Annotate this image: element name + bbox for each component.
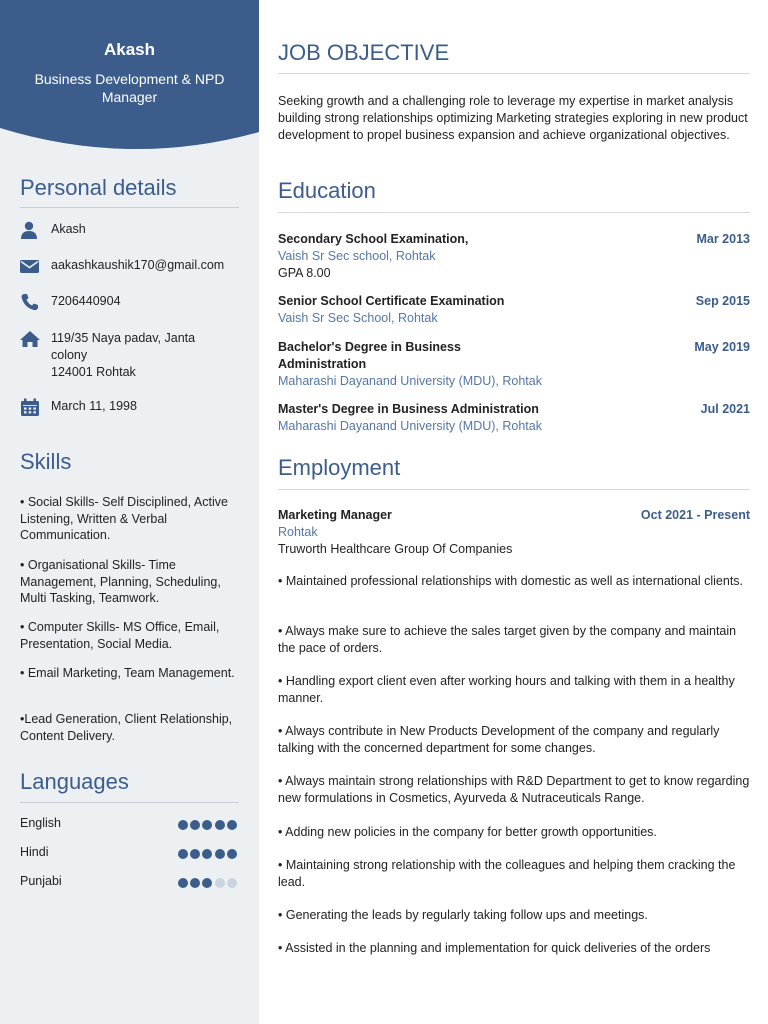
language-row <box>20 874 240 890</box>
envelope-icon <box>20 257 40 275</box>
education-entry <box>278 339 750 390</box>
objective-divider <box>278 73 750 74</box>
education-entry <box>278 293 750 327</box>
education-title: Master's Degree in Business Administration <box>278 402 539 416</box>
level-dot-filled <box>190 849 200 859</box>
education-title: Secondary School Examination, <box>278 232 469 246</box>
skill-item: •Lead Generation, Client Relationship, Content Delivery. <box>20 712 233 743</box>
level-dot-filled <box>202 849 212 859</box>
job-bullet: • Maintained professional relationships with domestic as well as international clients. <box>278 574 744 588</box>
level-dot-filled <box>227 849 237 859</box>
home-icon <box>20 330 40 348</box>
education-date: Mar 2013 <box>696 232 750 246</box>
level-dot-empty <box>215 878 225 888</box>
employment-entry <box>278 507 750 558</box>
language-row <box>20 845 240 861</box>
job-bullet: • Always make sure to achieve the sales target given by the company and maintain the pace of orders. <box>278 624 737 655</box>
education-institution: Maharashi Dayanand University (MDU), Rohtak <box>278 419 542 433</box>
personal-details-divider <box>20 207 239 208</box>
education-date: Jul 2021 <box>700 402 750 416</box>
sidebar <box>0 0 259 1024</box>
language-level-dots <box>178 848 239 858</box>
personal-address <box>51 330 231 381</box>
job-company: Truworth Healthcare Group Of Companies <box>278 542 513 556</box>
personal-email[interactable]: aakashkaushik170@gmail.com <box>51 258 225 272</box>
job-bullet: • Generating the leads by regularly taking follow ups and meetings. <box>278 908 648 922</box>
language-level-dots <box>178 819 239 829</box>
employment-divider <box>278 489 750 490</box>
level-dot-filled <box>202 878 212 888</box>
education-entry <box>278 401 750 435</box>
job-bullet: • Always contribute in New Products Development of the company and regularly talking with the concerned department for some changes. <box>278 724 720 755</box>
languages-heading: Languages <box>20 769 129 794</box>
profile-header <box>0 0 259 160</box>
language-name: Hindi <box>20 845 49 859</box>
employment-heading: Employment <box>278 455 401 480</box>
personal-phone[interactable]: 7206440904 <box>51 294 121 308</box>
level-dot-filled <box>227 820 237 830</box>
education-entry <box>278 231 750 282</box>
education-heading: Education <box>278 178 376 203</box>
language-level-dots <box>178 877 239 887</box>
calendar-icon <box>20 398 40 416</box>
personal-dob: March 11, 1998 <box>51 399 137 413</box>
skills-heading: Skills <box>20 449 72 474</box>
level-dot-filled <box>202 820 212 830</box>
education-date: Sep 2015 <box>695 294 750 308</box>
education-title: Bachelor's Degree in Business Administration <box>278 340 461 371</box>
level-dot-filled <box>190 878 200 888</box>
job-bullet: • Maintaining strong relationship with the colleagues and helping them cracking the lead. <box>278 858 736 889</box>
education-divider <box>278 212 750 213</box>
phone-icon <box>20 293 40 311</box>
level-dot-filled <box>178 878 188 888</box>
education-date: May 2019 <box>694 340 750 354</box>
skill-item: • Social Skills- Self Disciplined, Active Listening, Written & Verbal Communication. <box>20 495 228 542</box>
skill-item: • Organisational Skills- Time Management, Planning, Scheduling, Multi Tasking, Teamwork. <box>20 558 221 605</box>
education-institution: Maharashi Dayanand University (MDU), Rohtak <box>278 374 542 388</box>
language-name: Punjabi <box>20 874 62 888</box>
address-line1: 119/35 Naya padav, Janta colony <box>51 331 196 362</box>
objective-text: Seeking growth and a challenging role to leverage my expertise in market analysis building strong relationships optimizing Marketing strategies exploring in new product development to propel business expansion and achieve organizational objectives. <box>278 94 748 142</box>
level-dot-filled <box>178 849 188 859</box>
job-bullet: • Always maintain strong relationships with R&D Department to get to know regarding new formulations in Cosmetics, Ayurveda & Nutraceuticals Range. <box>278 774 750 805</box>
level-dot-filled <box>190 820 200 830</box>
address-line2: 124001 Rohtak <box>51 365 136 379</box>
skill-item: • Email Marketing, Team Management. <box>20 666 235 680</box>
education-institution: Vaish Sr Sec School, Rohtak <box>278 311 438 325</box>
education-gpa: GPA 8.00 <box>278 266 331 280</box>
profile-name: Akash <box>103 40 156 59</box>
personal-name: Akash <box>51 222 86 236</box>
languages-divider <box>20 802 239 803</box>
language-row <box>20 816 240 832</box>
job-bullet: • Assisted in the planning and implementation for quick deliveries of the orders <box>278 941 711 955</box>
language-name: English <box>20 816 61 830</box>
job-bullet: • Adding new policies in the company for better growth opportunities. <box>278 825 657 839</box>
education-institution: Vaish Sr Sec school, Rohtak <box>278 249 436 263</box>
skill-item: • Computer Skills- MS Office, Email, Presentation, Social Media. <box>20 620 220 651</box>
job-title: Marketing Manager <box>278 508 392 522</box>
profile-title: Business Development & NPD Manager <box>34 71 225 105</box>
education-title: Senior School Certificate Examination <box>278 294 505 308</box>
objective-heading: JOB OBJECTIVE <box>278 40 450 65</box>
job-bullet: • Handling export client even after working hours and talking with them in a healthy manner. <box>278 674 735 705</box>
job-location: Rohtak <box>278 525 318 539</box>
level-dot-filled <box>215 849 225 859</box>
job-date: Oct 2021 - Present <box>640 508 750 522</box>
level-dot-filled <box>215 820 225 830</box>
personal-details-heading: Personal details <box>20 175 177 200</box>
user-icon <box>20 221 40 239</box>
level-dot-filled <box>178 820 188 830</box>
level-dot-empty <box>227 878 237 888</box>
